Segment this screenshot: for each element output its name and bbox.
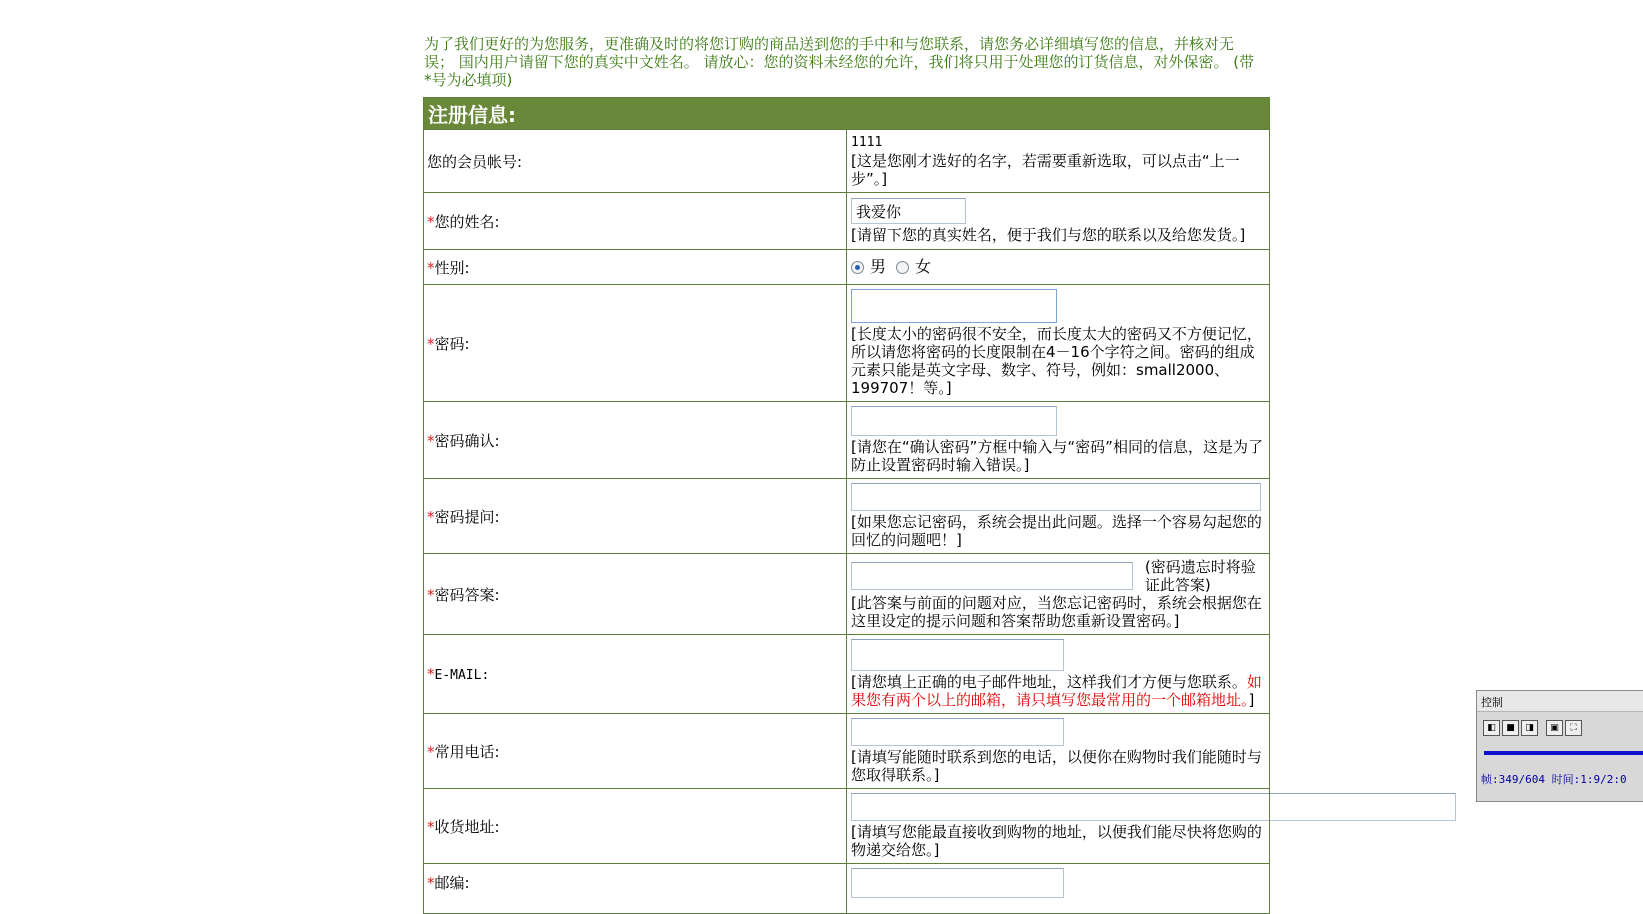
password-input[interactable] [851, 289, 1057, 323]
password-question-input[interactable] [851, 483, 1261, 511]
phone-cell [847, 714, 1270, 789]
address-cell [847, 789, 1270, 864]
account-label: 您的会员帐号: [424, 130, 847, 193]
form-header: 注册信息: [424, 98, 1270, 130]
email-label: *E-MAIL: [424, 635, 847, 714]
zip-cell [847, 864, 1270, 914]
email-input[interactable] [851, 639, 1064, 671]
phone-input[interactable] [851, 718, 1064, 746]
name-label: *您的姓名: [424, 193, 847, 250]
phone-hint: [请填写能随时联系到您的电话，以便你在购物时我们能随时与您取得联系。] [851, 748, 1262, 784]
password-cell [847, 285, 1270, 402]
password-label: *密码: [424, 285, 847, 402]
address-input[interactable] [851, 793, 1456, 821]
confirm-hint: [请您在“确认密码”方框中输入与“密码”相同的信息，这是为了防止设置密码时输入错误。] [851, 438, 1263, 474]
email-hint-warning: 如果您有两个以上的邮箱，请只填写您最常用的一个邮箱地址。 [851, 673, 1262, 709]
control-panel [1476, 690, 1643, 802]
account-hint: [这是您刚才选好的名字，若需要重新选取，可以点击“上一步”。] [851, 152, 1240, 188]
gender-female-label[interactable]: 女 [915, 257, 932, 276]
gender-female-radio[interactable] [896, 261, 909, 274]
name-input[interactable] [851, 198, 966, 224]
confirm-password-input[interactable] [851, 406, 1057, 436]
prev-frame-icon[interactable]: ◧ [1483, 720, 1500, 736]
gender-male-radio[interactable] [851, 261, 864, 274]
confirm-cell [847, 402, 1270, 479]
zip-input[interactable] [851, 868, 1064, 898]
registration-form [423, 97, 1270, 914]
intro-text: 为了我们更好的为您服务，更准确及时的将您订购的商品送到您的手中和与您联系，请您务必详细填写您的信息，并核对无误； 国内用户请留下您的真实中文姓名。 请放心：您的资料未经您的允许，我们将只用于处理您的订货信息，对外保密。 (带*号为必填项) [424, 35, 1255, 89]
control-panel-buttons [1477, 712, 1643, 740]
answer-hint: [此答案与前面的问题对应，当您忘记密码时，系统会根据您在这里设定的提示问题和答案帮助您重新设置密码。] [851, 594, 1262, 630]
gender-male-label[interactable]: 男 [870, 257, 887, 276]
email-cell [847, 635, 1270, 714]
phone-label: *常用电话: [424, 714, 847, 789]
fit-window-icon[interactable]: ▣ [1546, 720, 1563, 736]
account-value: 1111 [851, 135, 883, 150]
frame-info: 帧:349/604 时间:1:9/2:0 [1481, 773, 1627, 786]
question-cell [847, 479, 1270, 554]
account-cell [847, 130, 1270, 193]
name-hint: [请留下您的真实姓名，便于我们与您的联系以及给您发货。] [851, 226, 1246, 244]
stop-icon[interactable]: ■ [1502, 720, 1519, 736]
password-hint: [长度太小的密码很不安全，而长度太大的密码又不方便记忆，所以请您将密码的长度限制在4－16个字符之间。密码的组成元素只能是英文字母、数字、符号，例如：small2000、199707！等。] [851, 325, 1262, 397]
gender-cell [847, 250, 1270, 285]
gender-label: *性别: [424, 250, 847, 285]
question-hint: [如果您忘记密码，系统会提出此问题。选择一个容易勾起您的回忆的问题吧！] [851, 513, 1262, 549]
name-cell [847, 193, 1270, 250]
progress-bar[interactable] [1484, 751, 1643, 755]
fullscreen-icon[interactable]: ⛶ [1565, 720, 1582, 736]
gender-radio-group [851, 258, 1265, 276]
address-hint: [请填写您能最直接收到购物的地址，以便我们能尽快将您购的物递交给您。] [851, 823, 1262, 859]
answer-label: *密码答案: [424, 554, 847, 635]
answer-note: (密码遗忘时将验证此答案) [1144, 558, 1256, 594]
answer-row [851, 558, 1265, 594]
email-hint: [请您填上正确的电子邮件地址，这样我们才方便与您联系。如果您有两个以上的邮箱，请只填写您最常用的一个邮箱地址。] [851, 673, 1262, 709]
address-label: *收货地址: [424, 789, 847, 864]
password-answer-input[interactable] [851, 562, 1133, 590]
control-panel-title: 控制 [1477, 691, 1643, 712]
confirm-label: *密码确认: [424, 402, 847, 479]
question-label: *密码提问: [424, 479, 847, 554]
zip-label: *邮编: [424, 864, 847, 914]
answer-cell [847, 554, 1270, 635]
next-frame-icon[interactable]: ◨ [1521, 720, 1538, 736]
